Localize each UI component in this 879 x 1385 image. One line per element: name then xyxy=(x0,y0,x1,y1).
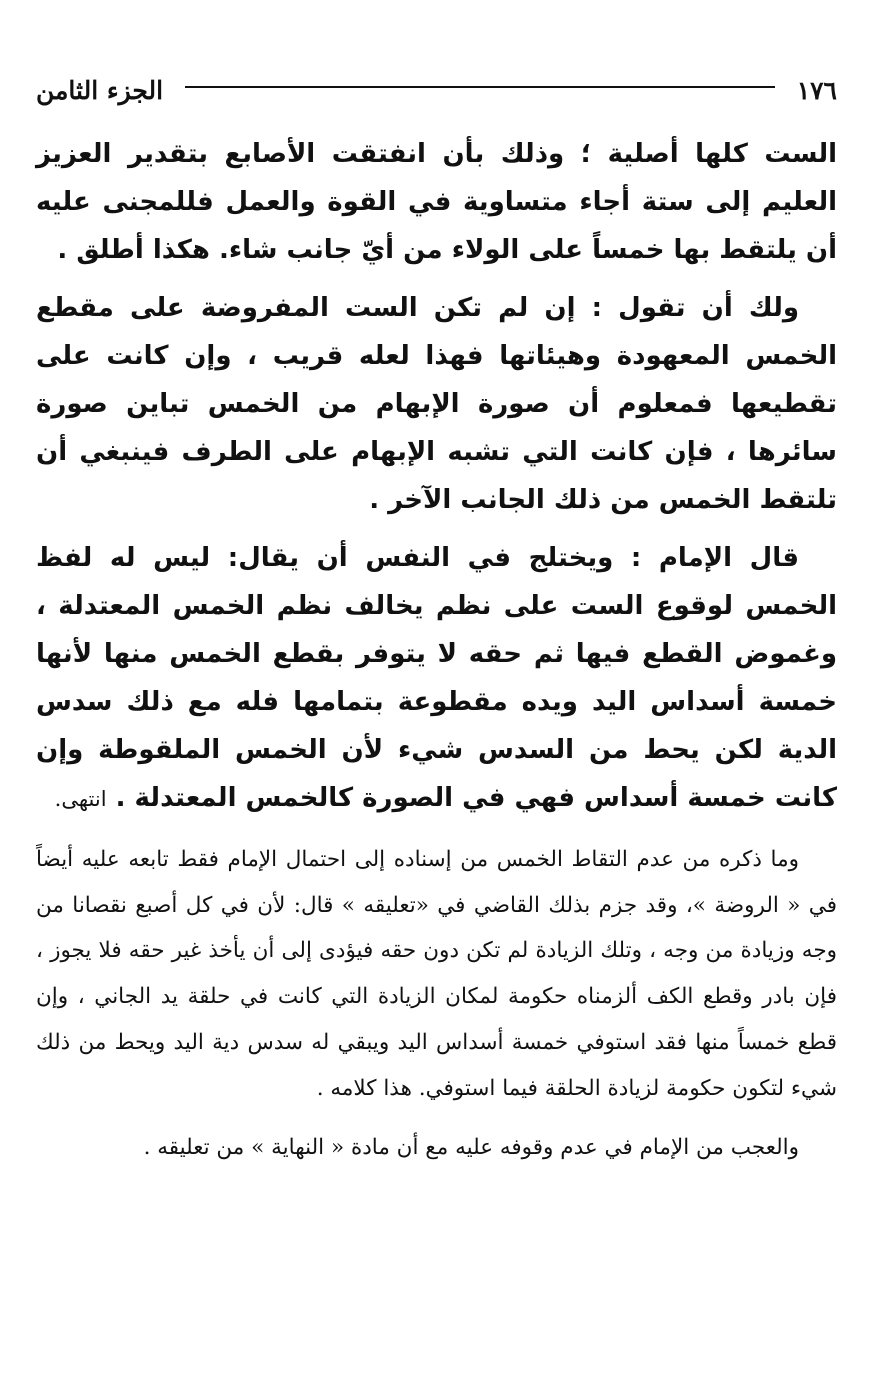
part-title: الجزء الثامن xyxy=(36,75,164,105)
paragraph-end-marker: انتهى. xyxy=(54,787,107,811)
paragraph-body: قال الإمام : ويختلج في النفس أن يقال: ليس له لفظ الخمس لوقوع الست على نظم يخالف نظم الخمس المعتدلة ، وغموض القطع فيها ثم حقه لا يتوفر بقطع الخمس منها لأنها خمسة أسداس اليد ويده مقطوعة بتمامها فله مع ذلك سدس الدية لكن يحط من السدس شيء لأن الخمس الملقوطة وإن كانت خمسة أسداس فهي في الصورة كالخمس المعتدلة . xyxy=(36,543,837,813)
running-header xyxy=(36,62,837,118)
paragraph-text: وما ذكره من عدم التقاط الخمس من إسناده إلى احتمال الإمام فقط تابعه عليه أيضاً في « الروضة »، وقد جزم بذلك القاضي في «تعليقه » قال: لأن في كل أصبع نقصانا من وجه وزيادة من وجه ، وتلك الزيادة لم تكن دون حقه فيؤدى إلى أن يأخذ غير حقه فلا يجوز ، فإن بادر وقطع الكف ألزمناه حكومة لمكان الزيادة التي كانت في حلقة يد الجاني ، وإن قطع خمساً منها فقد استوفي خمسة أسداس اليد ويبقي له سدس دية اليد ويحط من ذلك شيء لتكون حكومة لزيادة الحلقة فيما استوفي. هذا كلامه . xyxy=(36,847,837,1101)
paragraph-3 xyxy=(36,534,837,823)
page-number: ١٧٦ xyxy=(796,75,837,105)
paragraph-5 xyxy=(36,1125,837,1171)
paragraph-2 xyxy=(36,284,837,524)
paragraph-text: ولك أن تقول : إن لم تكن الست المفروضة على مقطع الخمس المعهودة وهيئاتها فهذا لعله قريب ، وإن كانت على تقطيعها فمعلوم أن صورة الإبهام من الخمس تباين صورة سائرها ، فإن كانت التي تشبه الإبهام على الطرف فينبغي أن تلتقط الخمس من ذلك الجانب الآخر . xyxy=(36,293,837,515)
paragraph-text: الست كلها أصلية ؛ وذلك بأن انفتقت الأصابع بتقدير العزيز العليم إلى ستة أجاء متساوية في القوة والعمل فللمجنى عليه أن يلتقط بها خمساً على الولاء من أيّ جانب شاء. هكذا أطلق . xyxy=(36,139,837,265)
paragraph-text xyxy=(36,534,837,823)
header-rule xyxy=(185,86,775,88)
paragraph-4 xyxy=(36,837,837,1111)
paragraph-1 xyxy=(36,130,837,274)
paragraph-text: والعجب من الإمام في عدم وقوفه عليه مع أن مادة « النهاية » من تعليقه . xyxy=(143,1135,799,1161)
